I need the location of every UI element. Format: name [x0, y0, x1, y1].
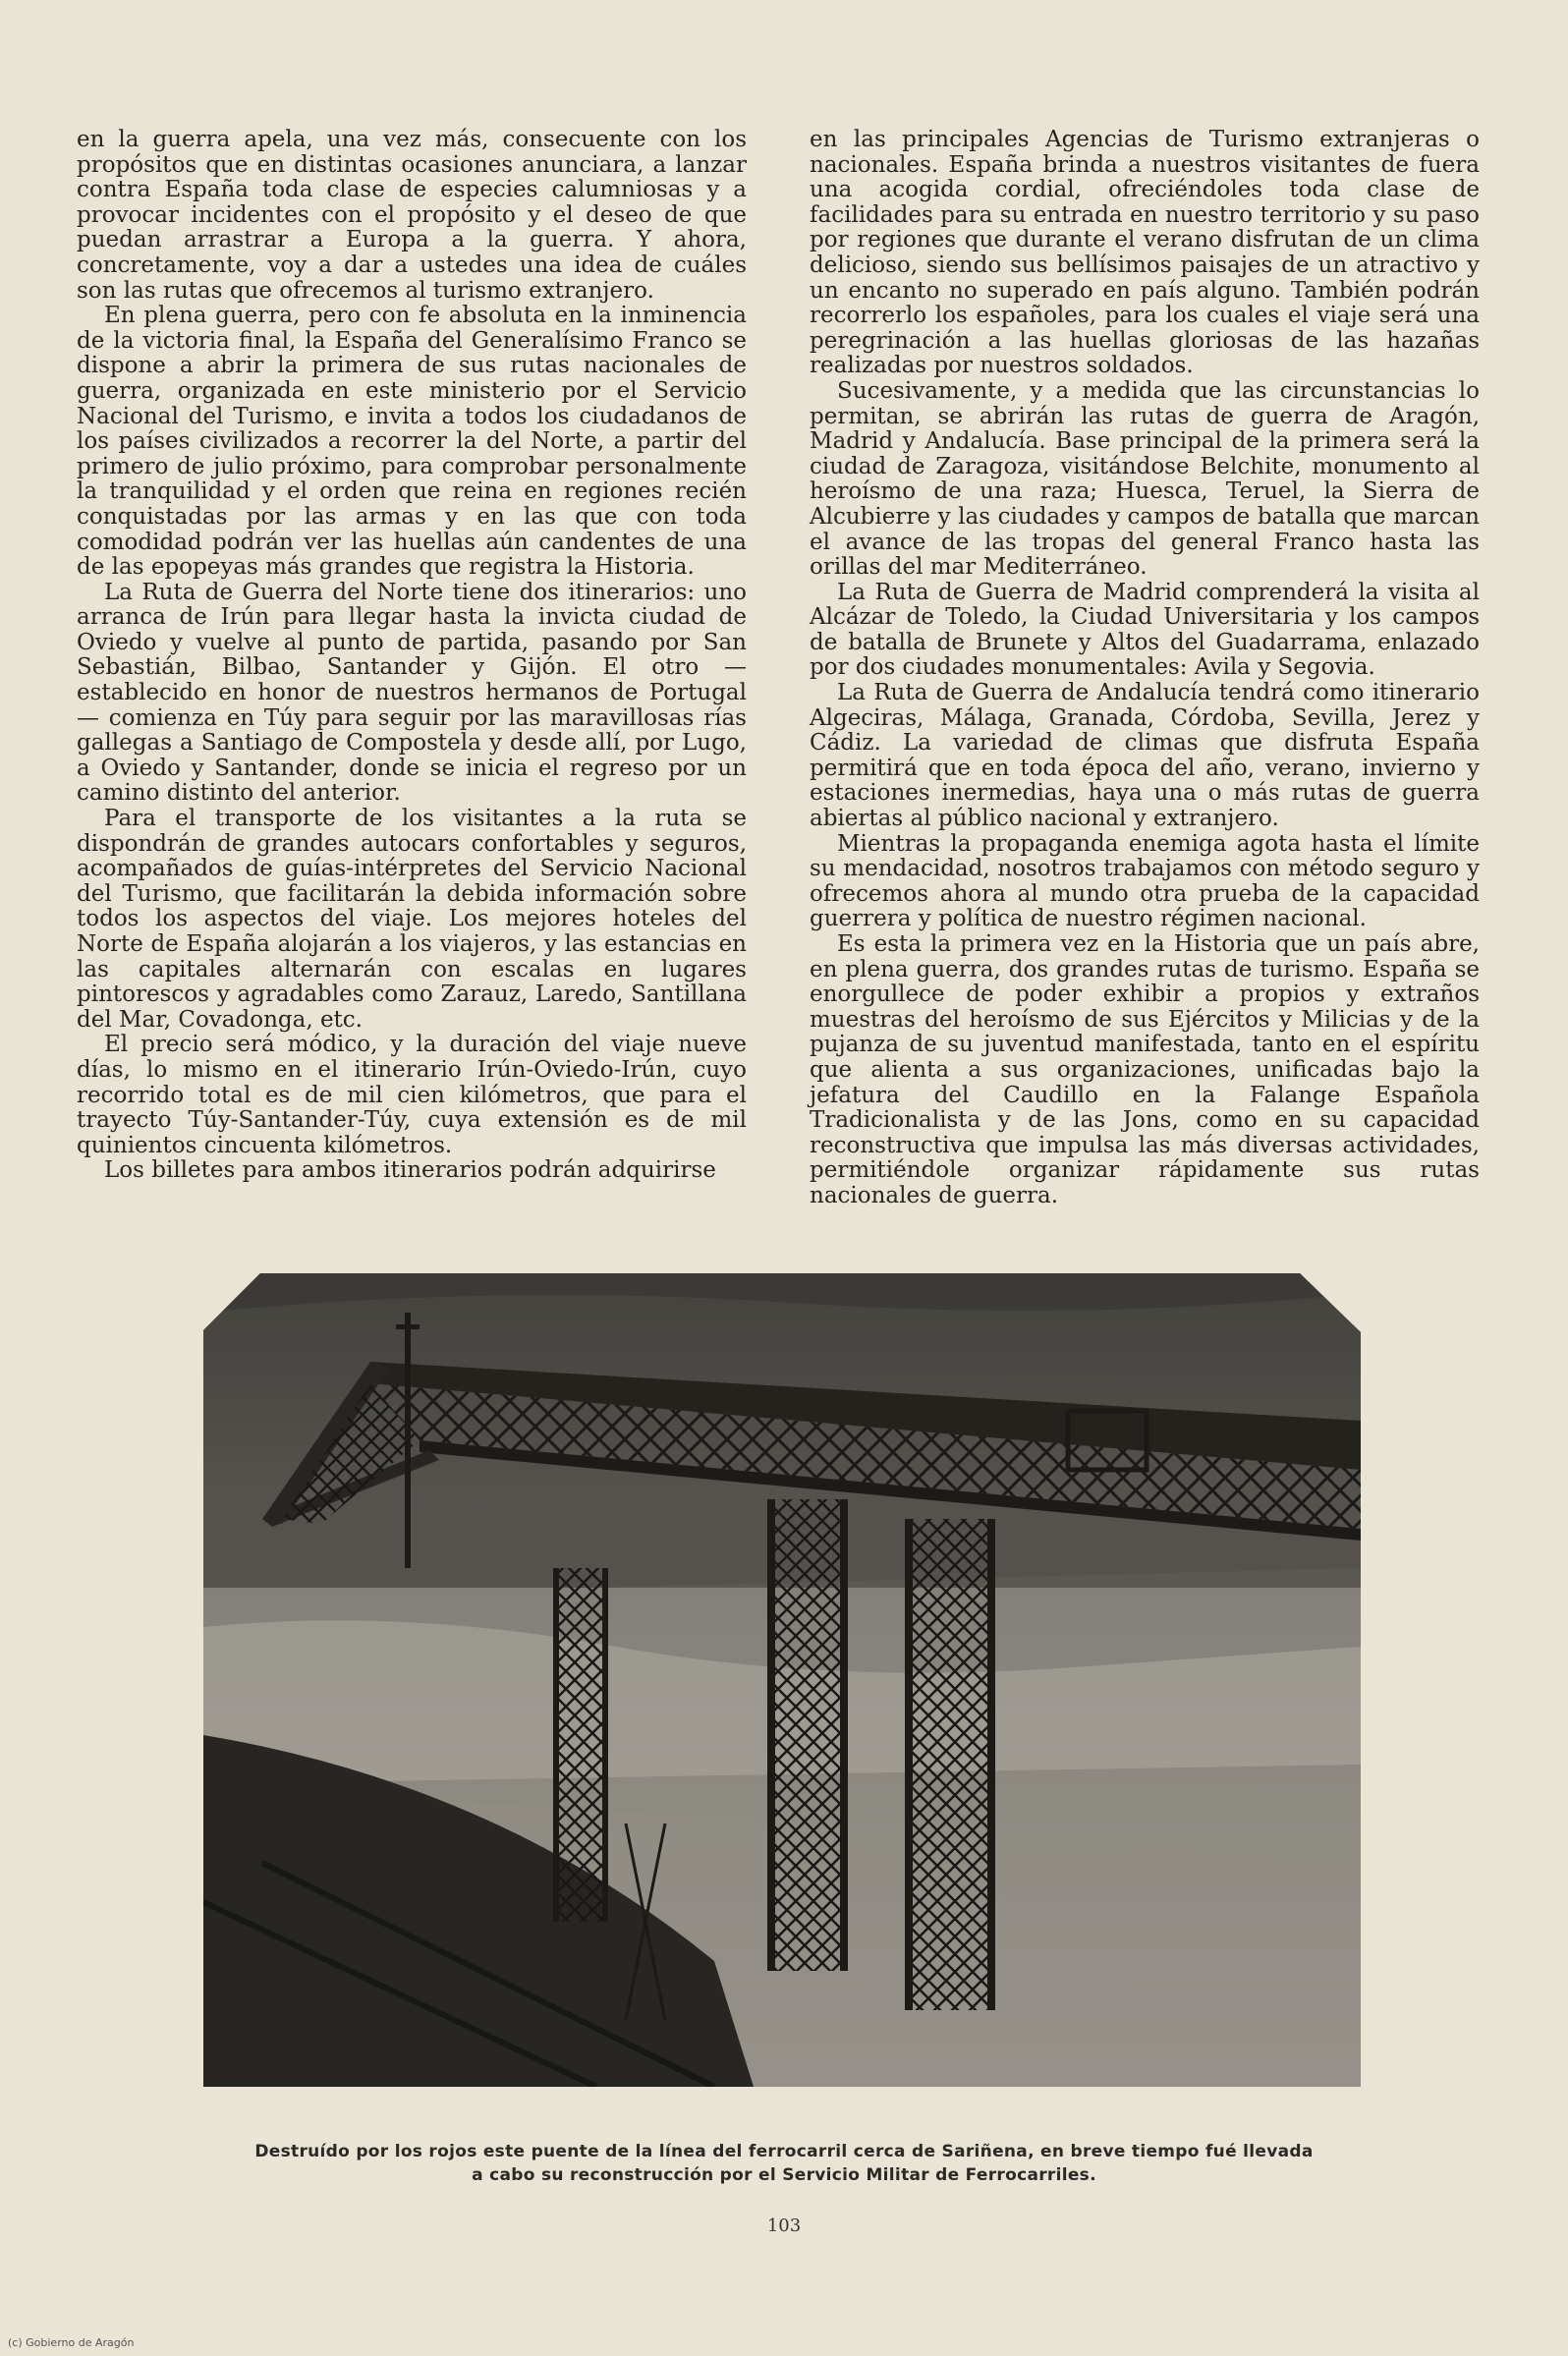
paragraph: La Ruta de Guerra de Andalucía tendrá como itinerario Algeciras, Málaga, Granada, Córdoba, Sevilla, Jerez y Cádiz. La variedad de climas que disfruta España permitirá que en toda época del año, verano, invierno y estaciones inermedias, haya una o más rutas de guerra abiertas al público nacional y extranjero. — [810, 680, 1480, 832]
paragraph: Los billetes para ambos itinerarios podrán adquirirse — [104, 1157, 716, 1184]
paragraph: El precio será módico, y la duración del viaje nueve días, lo mismo en el itinerario Irún-Oviedo-Irún, cuyo recorrido total es de mil cien kilómetros, que para el trayecto Túy-Santander-Túy, cuya extensión es de mil quinientos cincuenta kilómetros. — [77, 1032, 747, 1158]
paragraph: En plena guerra, pero con fe absoluta en la inminencia de la victoria final, la España del Generalísimo Franco se dispone a abrir la primera de sus rutas nacionales de guerra, organizada en este ministerio por el Servicio Nacional del Turismo, e invita a todos los ciudadanos de los países civilizados a recorrer la del Norte, a partir del primero de julio próximo, para comprobar personalmente la tranquilidad y el orden que reina en regiones recién conquistadas por las armas y en las que con toda comodidad podrán ver las huellas aún candentes de una de las epopeyas más grandes que registra la Historia. — [77, 303, 747, 581]
paragraph: Mientras la propaganda enemiga agota hasta el límite su mendacidad, nosotros trabajamos con método seguro y ofrecemos ahora al mundo otra prueba de la capacidad guerrera y política de nuestro régimen nacional. — [810, 830, 1480, 932]
paragraph: Para el transporte de los visitantes a la ruta se dispondrán de grandes autocars confortables y seguros, acompañados de guías-intérpretes del Servicio Nacional del Turismo, que facilitarán la debida información sobre todos los aspectos del viaje. Los mejores hoteles del Norte de España alojarán a los viajeros, y las estancias en las capitales alternarán con escalas en lugares pintorescos y agradables como Zarauz, Laredo, Santillana del Mar, Covadonga, etc. — [77, 806, 747, 1033]
photo-caption — [216, 2140, 1352, 2187]
paragraph: La Ruta de Guerra de Madrid comprenderá la visita al Alcázar de Toledo, la Ciudad Universitaria y los campos de batalla de Brunete y Altos del Guadarrama, enlazado por dos ciudades monumentales: Avila y Segovia. — [810, 579, 1480, 681]
copyright-notice: (c) Gobierno de Aragón — [8, 2336, 135, 2349]
bridge-photograph — [203, 1273, 1361, 2087]
caption-line: Destruído por los rojos este puente de la línea del ferrocarril cerca de Sariñena, en breve tiempo fué llevada — [254, 2142, 1314, 2161]
bridge-illustration — [203, 1273, 1361, 2087]
paragraph: en las principales Agencias de Turismo extranjeras o nacionales. España brinda a nuestros visitantes de fuera una acogida cordial, ofreciéndoles toda clase de facilidades para su entrada en nuestro territorio y su paso por regiones que durante el verano disfrutan de un clima delicioso, siendo sus bellísimos paisajes de un atractivo y un encanto no superado en país alguno. También podrán recorrerlo los españoles, para los cuales el viaje será una peregrinación a las huellas gloriosas de las hazañas realizadas por nuestros soldados. — [810, 127, 1480, 379]
paragraph: Es esta la primera vez en la Historia que un país abre, en plena guerra, dos grandes rutas de turismo. España se enorgullece de poder exhibir a propios y extraños muestras del heroísmo de sus Ejércitos y Milicias y de la pujanza de su juventud manifestada, tanto en el espíritu que alienta a sus organizaciones, unificadas bajo la jefatura del Caudillo en la Falange Española Tradicionalista y de las Jons, como en su capacidad reconstructiva que impulsa las más diversas actividades, permitiéndole organizar rápidamente sus rutas nacionales de guerra. — [810, 931, 1480, 1208]
page-number: 103 — [766, 2216, 802, 2236]
paragraph: Sucesivamente, y a medida que las circunstancias lo permitan, se abrirán las rutas de guerra de Aragón, Madrid y Andalucía. Base principal de la primera será la ciudad de Zaragoza, visitándose Belchite, monumento al heroísmo de una raza; Huesca, Teruel, la Sierra de Alcubierre y las ciudades y campos de batalla que marcan el avance de las tropas del general Franco hasta las orillas del mar Mediterráneo. — [810, 377, 1480, 581]
paragraph: en la guerra apela, una vez más, consecuente con los propósitos que en distintas ocasiones anunciara, a lanzar contra España toda clase de especies calumniosas y a provocar incidentes con el propósito y el deseo de que puedan arrastrar a Europa a la guerra. Y ahora, concretamente, voy a dar a ustedes una idea de cuáles son las rutas que ofrecemos al turismo extranjero. — [77, 127, 747, 304]
left-text-column — [77, 128, 747, 1184]
caption-line: a cabo su reconstrucción por el Servicio Militar de Ferrocarriles. — [472, 2165, 1096, 2185]
paragraph: La Ruta de Guerra del Norte tiene dos itinerarios: uno arranca de Irún para llegar hasta la invicta ciudad de Oviedo y vuelve al punto de partida, pasando por San Sebastián, Bilbao, Santander y Gijón. El otro — establecido en honor de nuestros hermanos de Portugal — comienza en Túy para seguir por las maravillosas rías gallegas a Santiago de Compostela y desde allí, por Lugo, a Oviedo y Santander, donde se inicia el regreso por un camino distinto del anterior. — [77, 579, 747, 807]
right-text-column — [810, 128, 1480, 1209]
